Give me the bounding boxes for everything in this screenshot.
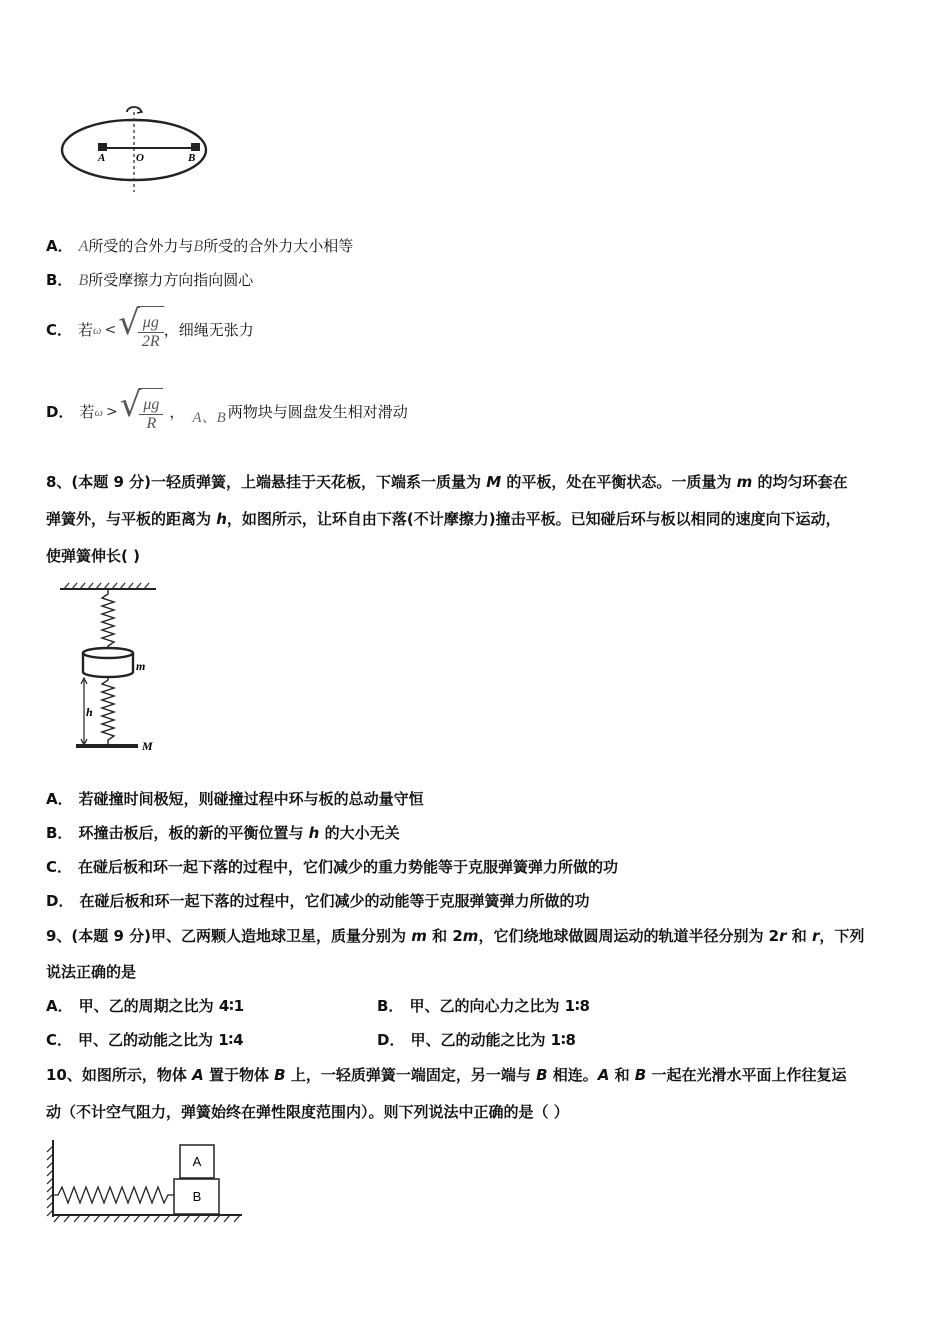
q7-option-a: A． A所受的合外力与B所受的合外力大小相等 <box>46 237 354 255</box>
disk-label-a: A <box>98 152 106 164</box>
spring-ring-figure <box>52 580 172 758</box>
q7-option-c: C． 若 ω < √ $\frac{\mu g}{2R}$ ，细绳无张力 <box>46 304 254 356</box>
disk-label-o: O <box>136 152 144 164</box>
q7-option-d: D． 若 ω > √ $\frac{\mu g}{R}$ ， A、B 两物块与圆盘发生相对滑动 <box>46 386 408 438</box>
sqrt-formula-c: √ $\frac{\mu g}{2R}$ <box>118 303 163 357</box>
q8-option-b: B． 环撞击板后，板的新的平衡位置与 h 的大小无关 <box>46 824 400 842</box>
q9-stem-line-1: 9、(本题 9 分)甲、乙两颗人造地球卫星，质量分别为 m 和 2m，它们绕地球做圆周运动的轨道半径分别为 2r 和 r，下列 <box>46 927 865 945</box>
spring-label-h: h <box>86 705 93 719</box>
rotating-disk-figure <box>56 98 216 194</box>
q8-stem-line-2: 弹簧外，与平板的距离为 h，如图所示，让环自由下落(不计摩擦力)撞击平板。已知碰后环与板以相同的速度向下运动， <box>46 510 841 528</box>
block-label-b: B <box>192 1189 202 1204</box>
q9-option-b: B． 甲、乙的向心力之比为 1∶8 <box>377 997 590 1015</box>
q8-stem-line-3: 使弹簧伸长( ) <box>46 547 140 565</box>
q9-option-d: D． 甲、乙的动能之比为 1∶8 <box>377 1031 576 1049</box>
q10-stem-line-1: 10、如图所示，物体 A 置于物体 B 上，一轻质弹簧一端固定，另一端与 B 相连。A 和 B 一起在光滑水平面上作往复运 <box>46 1066 847 1084</box>
sqrt-formula-d: √ $\frac{\mu g}{R}$ <box>120 385 164 439</box>
q7-option-b: B． B所受摩擦力方向指向圆心 <box>46 271 254 289</box>
block-label-a: A <box>192 1154 202 1169</box>
disk-label-b: B <box>188 152 196 164</box>
q8-option-d: D． 在碰后板和环一起下落的过程中，它们减少的动能等于克服弹簧弹力所做的功 <box>46 892 590 910</box>
spring-block-figure <box>44 1136 246 1228</box>
q9-option-a: A． 甲、乙的周期之比为 4∶1 <box>46 997 245 1015</box>
q8-stem-line-1: 8、(本题 9 分)一轻质弹簧，上端悬挂于天花板，下端系一质量为 M 的平板，处在平衡状态。一质量为 m 的均匀环套在 <box>46 473 848 491</box>
spring-label-M: M <box>142 739 153 753</box>
q9-stem-line-2: 说法正确的是 <box>46 963 137 981</box>
spring-label-m: m <box>136 659 146 673</box>
q8-option-c: C． 在碰后板和环一起下落的过程中，它们减少的重力势能等于克服弹簧弹力所做的功 <box>46 858 619 876</box>
q8-option-a: A． 若碰撞时间极短，则碰撞过程中环与板的总动量守恒 <box>46 790 424 808</box>
q9-option-c: C． 甲、乙的动能之比为 1∶4 <box>46 1031 244 1049</box>
q10-stem-line-2: 动（不计空气阻力，弹簧始终在弹性限度范围内）。则下列说法中正确的是（ ） <box>46 1103 569 1121</box>
